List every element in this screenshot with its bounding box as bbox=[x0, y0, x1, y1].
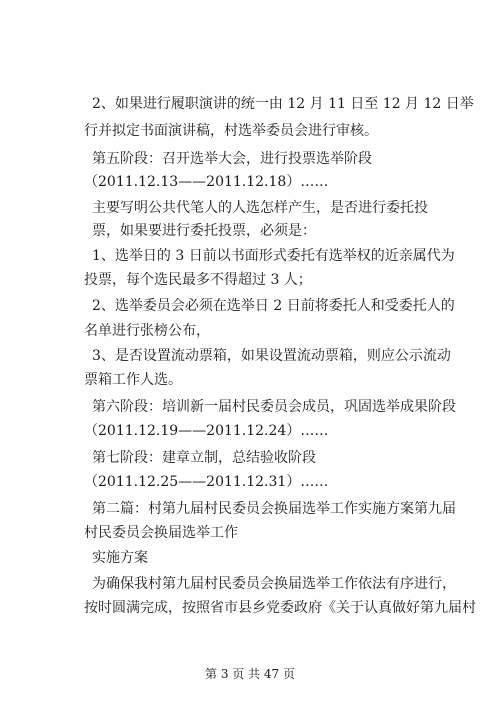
text-line: 第七阶段：建章立制，总结验收阶段 bbox=[92, 450, 316, 466]
text-line: 票箱工作人选。 bbox=[84, 372, 182, 388]
text-line: 第五阶段：召开选举大会，进行投票选举阶段 bbox=[92, 151, 372, 167]
text-line: 1、选举日的 3 日前以书面形式委托有选举权的近亲属代为 bbox=[92, 248, 455, 264]
text-line: （2011.12.19——2011.12.24）…… bbox=[84, 423, 329, 439]
text-line: 村民委员会换届选举工作 bbox=[84, 525, 238, 541]
text-line: 2、选举委员会必须在选举日 2 日前将委托人和受委托人的 bbox=[92, 298, 455, 314]
text-line: 3、是否设置流动票箱，如果设置流动票箱，则应公示流动 bbox=[92, 348, 451, 364]
text-line: 名单进行张榜公布， bbox=[84, 323, 210, 339]
page-number-footer: 第 3 页 共 47 页 bbox=[205, 667, 295, 681]
text-line: 投票，每个选民最多不得超过 3 人； bbox=[84, 272, 312, 288]
text-line: 主要写明公共代笔人的人选怎样产生，是否进行委托投 bbox=[92, 200, 428, 216]
text-line: 按时圆满完成，按照省市县乡党委政府《关于认真做好第九届村 bbox=[84, 600, 476, 616]
text-line: 为确保我村第九届村民委员会换届选举工作依法有序进行， bbox=[92, 576, 456, 592]
text-line: 票，如果要进行委托投票，必须是： bbox=[92, 223, 316, 239]
text-line: 2、如果进行履职演讲的统一由 12 月 11 日至 12 月 12 日举 bbox=[92, 96, 474, 112]
text-line: 第六阶段：培训新一届村民委员会成员，巩固选举成果阶段 bbox=[92, 399, 456, 415]
text-line: （2011.12.25——2011.12.31）…… bbox=[84, 474, 329, 490]
text-line: （2011.12.13——2011.12.18）…… bbox=[84, 174, 329, 190]
text-line: 实施方案 bbox=[92, 550, 148, 566]
text-line: 第二篇：村第九届村民委员会换届选举工作实施方案第九届 bbox=[92, 501, 456, 517]
text-line: 行并拟定书面演讲稿，村选举委员会进行审核。 bbox=[84, 123, 378, 139]
